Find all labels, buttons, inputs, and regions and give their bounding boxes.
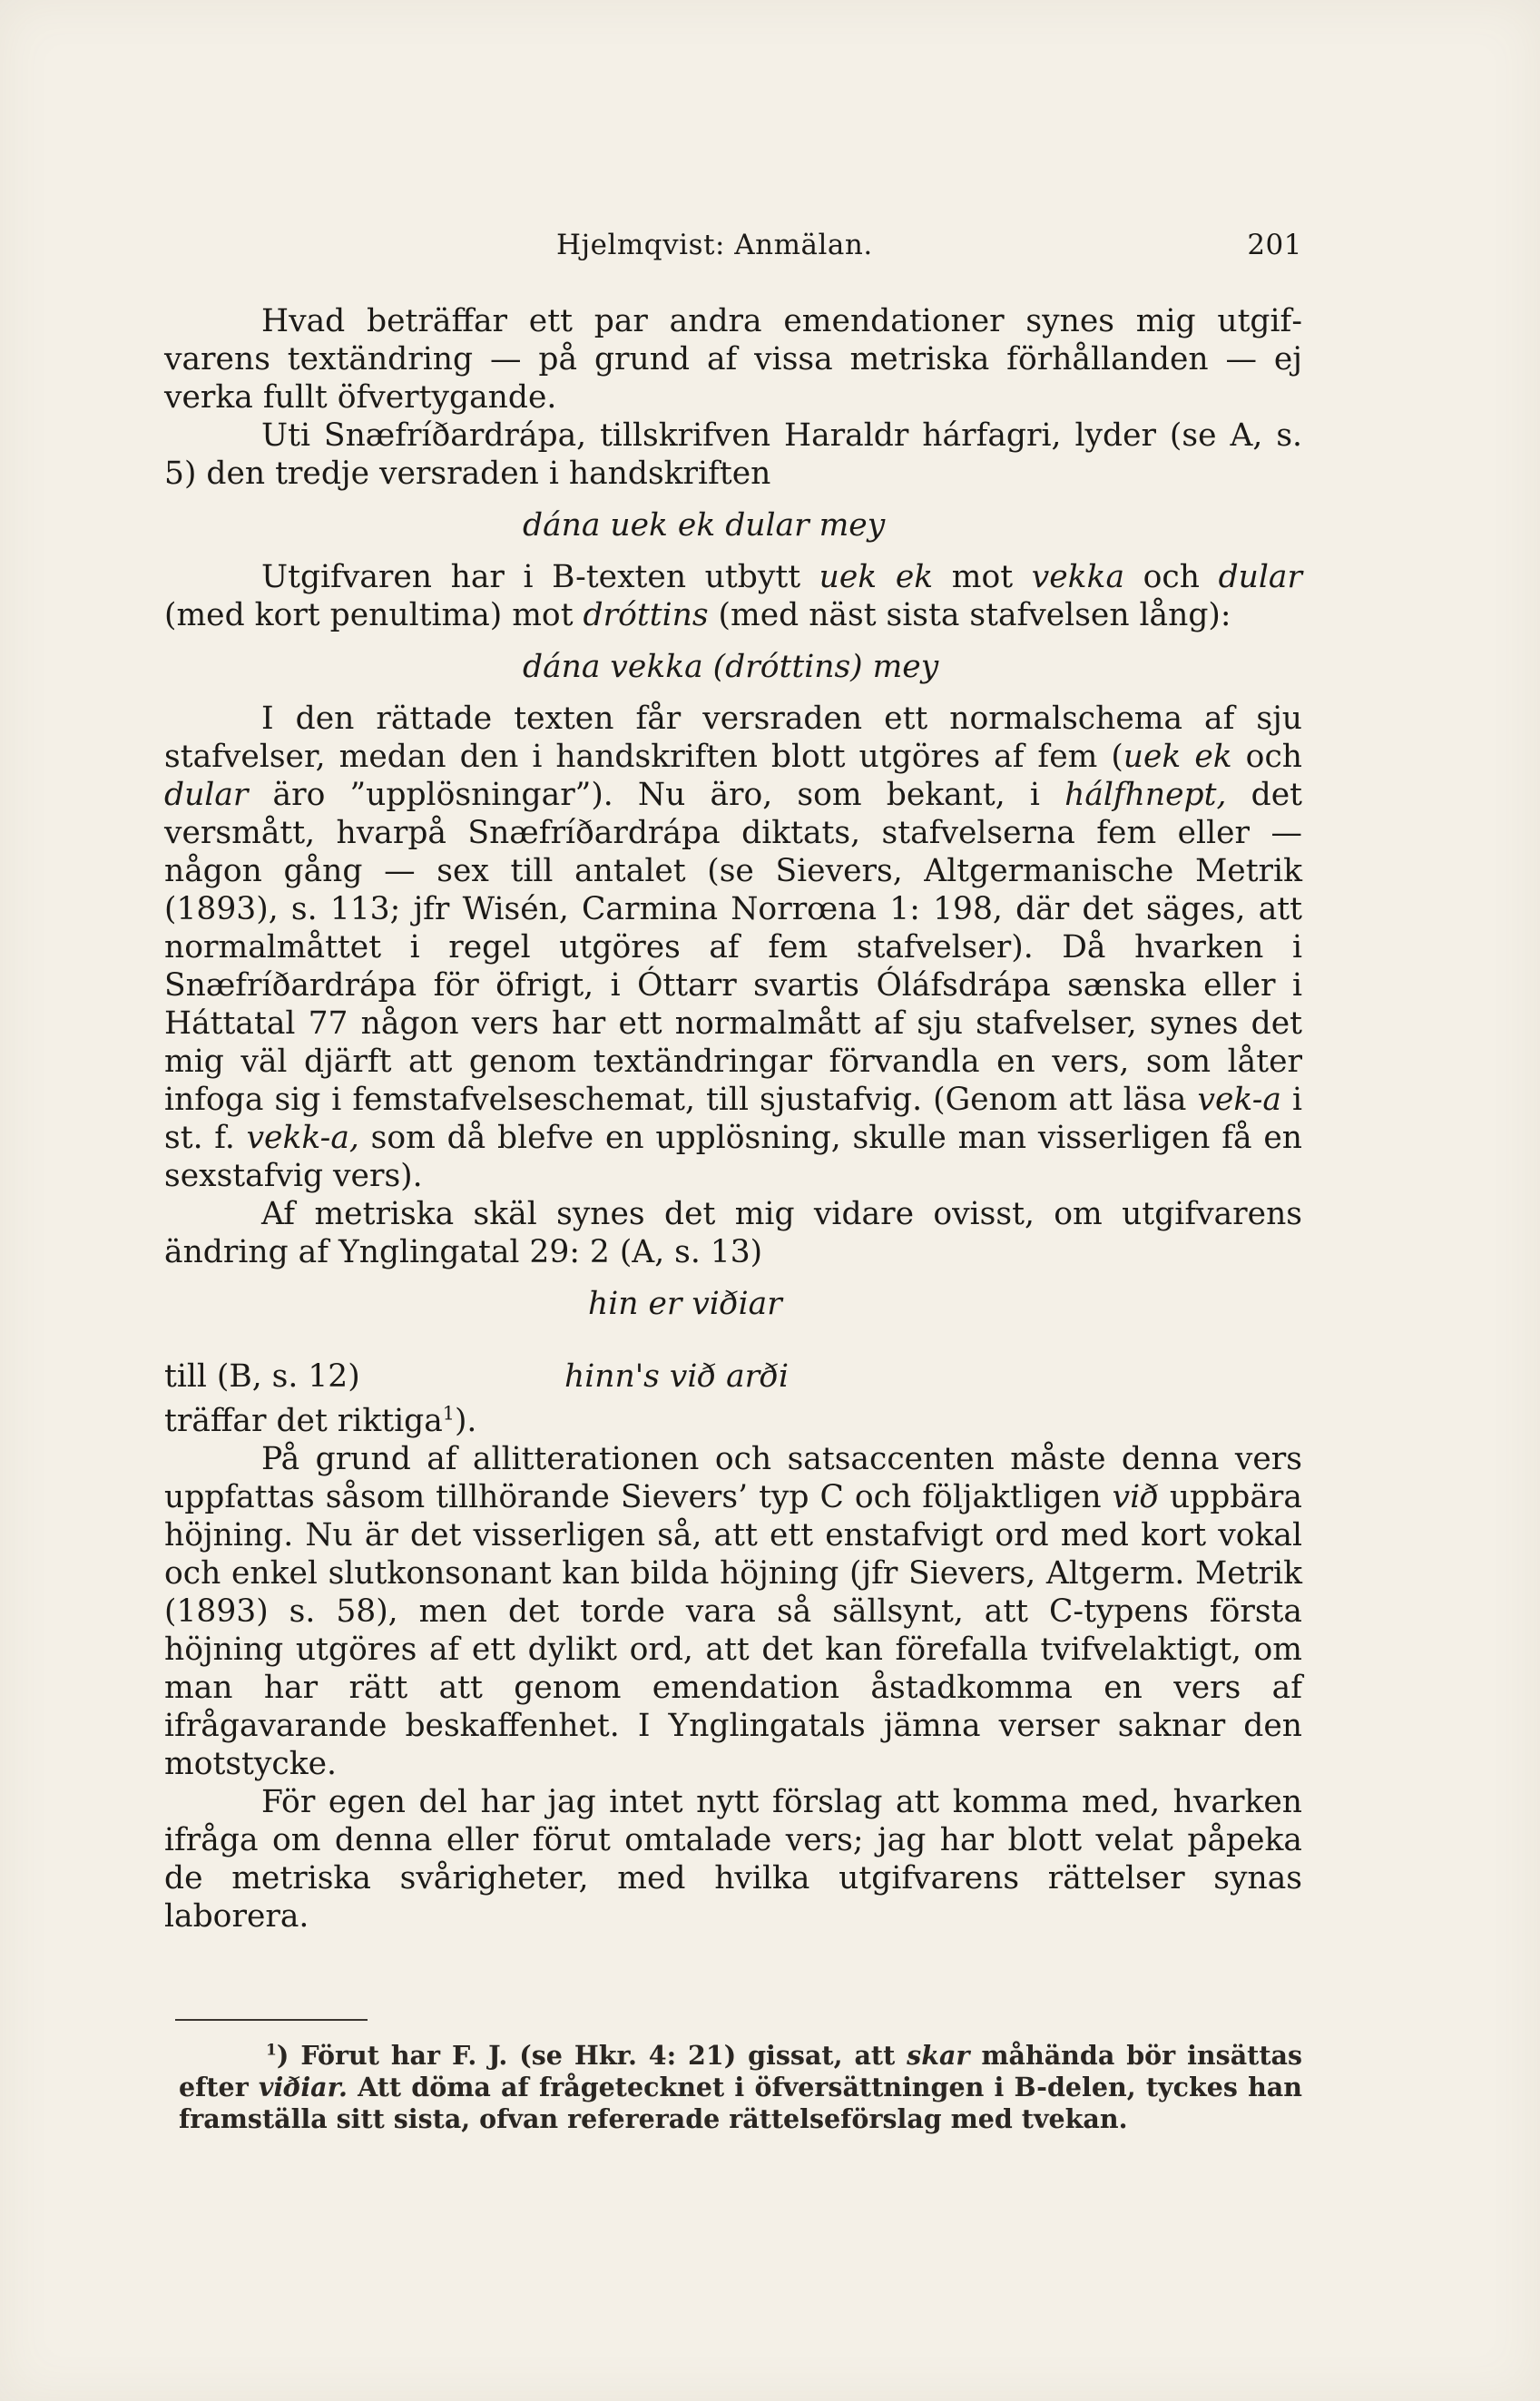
footnote-rule — [175, 2019, 368, 2021]
verse-quote-2: dána vekka (dróttins) mey — [523, 649, 939, 685]
verse-quote-4-row — [164, 1337, 1302, 1402]
paragraph-6: träffar det riktiga$^1$). — [164, 1402, 477, 1439]
paragraph-3: Utgifvaren har i B-texten utbytt uek ek mot vekka och dular (med kort penultima) mot dróttins (med näst sista stafvelsen lång): — [164, 559, 1302, 633]
paragraph-2: Uti Snæfríðardrápa, tillskrifven Haraldr hárfagri, lyder (se A, s. 5) den tredje versraden i handskriften — [164, 417, 1302, 492]
paragraph-7: På grund af allitterationen och satsaccenten måste denna vers uppfattas såsom tillhörande Sievers’ typ C och följaktligen við uppbära höjning. Nu är det visserligen så, att ett enstafvigt ord med kort vokal och enkel slutkonsonant kan bilda höjning (jfr Sievers, Altgerm. Metrik (1893) s. 58), men det torde vara så sällsynt, att C-typens första höjning utgöres af ett dylikt ord, att det kan förefalla tvifvelaktigt, om man har rätt att genom emendation åstadkomma en vers af ifrågavarande beskaffenhet. I Ynglingatals jämna verser saknar den motstycke. — [164, 1441, 1302, 1782]
article-body — [164, 302, 1302, 1936]
footnote: $^1$) Förut har F. J. (se Hkr. 4: 21) gissat, att skar måhända bör insättas efter viðiar. Att döma af frågetecknet i öfversättningen i B-delen, tyckes han framställa sitt sista, ofvan refererade rättelseförslag med tvekan. — [179, 2040, 1303, 2134]
paragraph-8: För egen del har jag intet nytt förslag att komma med, hvarken ifråga om denna eller förut omtalade vers; jag har blott velat påpeka de metriska svårigheter, med hvilka utgifvarens rättelser synas laborera. — [164, 1784, 1302, 1935]
running-head-title: Hjelmqvist: Anmälan. — [556, 229, 873, 261]
verse-quote-1: dána uek ek dular mey — [523, 507, 886, 544]
paragraph-1: Hvad beträffar ett par andra emendationer synes mig utgifvarens textändring — på grund af vissa metriska förhållanden — ej verka fullt öfvertygande. — [164, 303, 1302, 416]
paragraph-5: Af metriska skäl synes det mig vidare ovisst, om utgifvarens ändring af Ynglingatal 29: 2 (A, s. 13) — [164, 1196, 1302, 1270]
verse-quote-3: hin er viðiar — [588, 1286, 782, 1322]
verse-quote-4-lead: till (B, s. 12) — [164, 1358, 360, 1395]
paragraph-4: I den rättade texten får versraden ett normalschema af sju stafvelser, medan den i handskriften blott utgöres af fem (uek ek och dular äro ”upplösningar”). Nu äro, som bekant, i hálfhnept, det versmått, hvarpå Snæfríðardrápa diktats, stafvelserna fem eller — någon gång — sex till antalet (se Sievers, Altgermanische Metrik (1893), s. 113; jfr Wisén, Carmina Norrœna 1: 198, där det säges, att normalmåttet i regel utgöres af fem stafvelser). Då hvarken i Snæfríðardrápa för öfrigt, i Óttarr svartis Óláfsdrápa sænska eller i Háttatal 77 någon vers har ett normalmått af sju stafvelser, synes det mig väl djärft att genom textändringar förvandla en vers, som låter infoga sig i femstafvelseschemat, till sjustafvig. (Genom att läsa vek-a i st. f. vekk-a, som då blefve en upplösning, skulle man visserligen få en sexstafvig vers). — [164, 701, 1302, 1194]
footnote-mark: 1 — [266, 2041, 277, 2060]
verse-quote-4: hinn's við arði — [564, 1358, 789, 1395]
page-number: 201 — [1247, 229, 1302, 261]
footnote-ref[interactable]: 1 — [442, 1402, 455, 1425]
